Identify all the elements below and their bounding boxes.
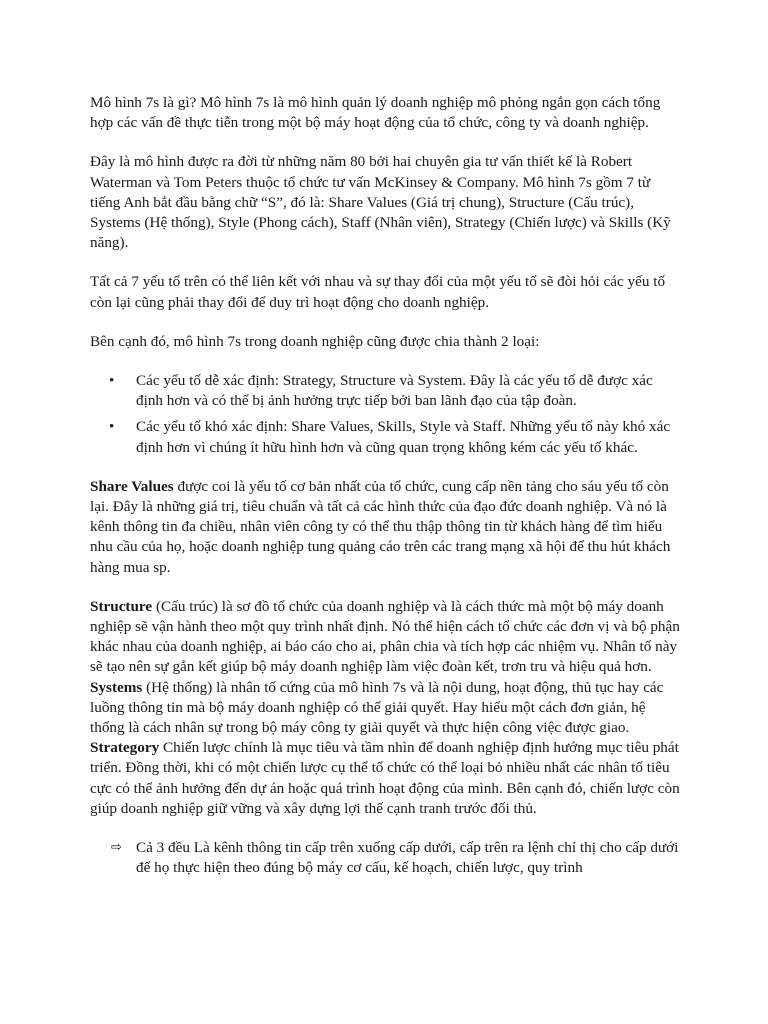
arrow-right-outline-icon: ⇨ (111, 840, 122, 856)
systems-text: (Hệ thống) là nhân tố cứng của mô hình 7s và là nội dung, hoạt động, thủ tục hay các luồng thông tin mà bộ máy doanh nghiệp có thể giải quyết. Hay hiểu một cách đơn giản, hệ thống là cách nhân sự trong bộ máy công ty giải quyết và thực hiện công việc được giao. (90, 678, 664, 737)
types-list (90, 371, 680, 458)
term-share-values: Share Values (90, 477, 174, 495)
strategy-text: Chiến lược chính là mục tiêu và tầm nhìn để doanh nghiệp định hướng mục tiêu phát triển. Đồng thời, khi có một chiến lược cụ thể tổ chức có thể loại bỏ nhiều nhất các nhân tố tiêu cực có thể ảnh hưởng đến dự án hoặc quá trình hoạt động của mình. Bên cạnh đó, chiến lược còn giúp doanh nghiệp giữ vững và xây dựng lợi thế cạnh tranh trước đối thủ. (90, 739, 680, 817)
document-page (90, 93, 680, 879)
share-values-text: được coi là yếu tố cơ bản nhất của tổ chức, cung cấp nền tảng cho sáu yếu tố còn lại. Đây là những giá trị, tiêu chuẩn và tất cả các hình thức của đạo đức doanh nghiệp. Và nó là kênh thông tin đa chiều, nhân viên công ty có thể thu thập thông tin từ khách hàng để tìm hiểu nhu cầu của họ, hoặc doanh nghiệp tung quảng cáo trên các trang mạng xã hội để thu hút khách hàng mua sp. (90, 477, 671, 576)
arrow-item-text: Cả 3 đều Là kênh thông tin cấp trên xuống cấp dưới, cấp trên ra lệnh chỉ thị cho cấp dưới để họ thực hiện theo đúng bộ máy cơ cấu, kế hoạch, chiến lược, quy trình (136, 839, 679, 877)
paragraph-linkage: Tất cả 7 yếu tố trên có thể liên kết với nhau và sự thay đổi của một yếu tố sẽ đòi hỏi các yếu tố còn lại cũng phải thay đổi để duy trì hoạt động cho doanh nghiệp. (90, 273, 666, 311)
paragraph-structure (90, 597, 680, 819)
paragraph-types: Bên cạnh đó, mô hình 7s trong doanh nghiệp cũng được chia thành 2 loại: (90, 332, 540, 350)
paragraph-origin: Đây là mô hình được ra đời từ những năm 80 bởi hai chuyên gia tư vấn thiết kế là Robert Waterman và Tom Peters thuộc tổ chức tư vấn McKinsey & Company. Mô hình 7s gồm 7 từ tiếng Anh bắt đầu bằng chữ “S”, đó là: Share Values (Giá trị chung), Structure (Cấu trúc), Systems (Hệ thống), Style (Phong cách), Staff (Nhân viên), Strategy (Chiến lược) và Skills (Kỹ năng). (90, 153, 671, 252)
term-structure: Structure (90, 597, 153, 615)
list-item: • Các yếu tố dễ xác định: Strategy, Structure và System. Đây là các yếu tố dễ được xác định hơn và có thể bị ảnh hưởng trực tiếp bởi ban lãnh đạo của tập đoàn. (136, 371, 680, 411)
paragraph-share-values (90, 477, 680, 578)
term-strategy: Strategory (90, 739, 160, 757)
paragraph-intro: Mô hình 7s là gì? Mô hình 7s là mô hình quản lý doanh nghiệp mô phỏng ngắn gọn cách tổng hợp các vấn đề thực tiễn trong một bộ máy hoạt động của tổ chức, công ty và doanh nghiệp. (90, 94, 661, 132)
term-systems: Systems (90, 678, 143, 696)
list-item (111, 838, 680, 878)
arrow-list (90, 838, 680, 878)
list-item: • Các yếu tố khó xác định: Share Values, Skills, Style và Staff. Những yếu tố này khó xác định hơn vì chúng ít hữu hình hơn và cũng quan trọng không kém các yếu tố khác. (136, 417, 680, 457)
structure-text: (Cấu trúc) là sơ đồ tổ chức của doanh nghiệp và là cách thức mà một bộ máy doanh nghiệp sẽ vận hành theo một quy trình nhất định. Nó thể hiện cách tổ chức các đơn vị và bộ phận khác nhau của doanh nghiệp, ai báo cáo cho ai, phân chia và tích hợp các nhiệm vụ. Nhân tố này sẽ tạo nên sự gắn kết giúp bộ máy doanh nghiệp làm việc đoàn kết, trơn tru và hiệu quả hơn. (90, 597, 680, 676)
